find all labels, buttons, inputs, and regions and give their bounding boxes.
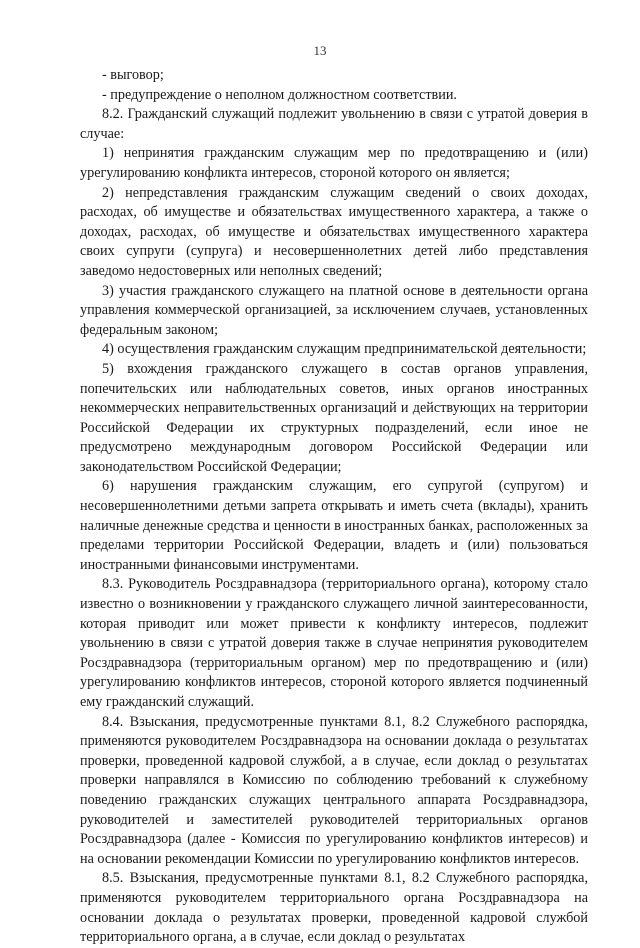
page-number: 13 bbox=[313, 43, 327, 58]
paragraph-warning: - предупреждение о неполном должностном соответствии. bbox=[102, 86, 457, 103]
paragraph-8-2-item-4: 4) осуществления гражданским служащим предпринимательской деятельности; bbox=[102, 341, 587, 358]
paragraph-8-2-item-3: 3) участия гражданского служащего на платной основе в деятельности органа управления коммерческой организацией, за исключением случаев, установленных федеральным законом; bbox=[80, 282, 588, 338]
paragraph-8-3: 8.3. Руководитель Росздравнадзора (территориального органа), которому стало известно о возникновении у гражданского служащего личной заинтересованности, которая приводит или может привести к конфликту интересов, подлежит увольнению в связи с утратой доверия также в случае непринятия руководителем Росздравнадзора (территориальным органом) мер по предотвращению и (или) урегулированию конфликтов интересов, стороной которого является подчиненный ему гражданский служащий. bbox=[80, 576, 588, 710]
paragraph-8-5: 8.5. Взыскания, предусмотренные пунктами 8.1, 8.2 Служебного распорядка, применяются руководителем территориального органа Росздравнадзора на основании доклада о результатах проверки, проведенной кадровой службой территориального органа, а в случае, если доклад о результатах bbox=[80, 870, 588, 946]
paragraph-8-2-item-5: 5) вхождения гражданского служащего в состав органов управления, попечительских или наблюдательных советов, иных органов иностранных некоммерческих неправительственных организаций и действующих на территории Российской Федерации их структурных подразделений, если иное не предусмотрено международным договором Российской Федерации или законодательством Российской Федерации; bbox=[80, 360, 588, 475]
paragraph-8-4: 8.4. Взыскания, предусмотренные пунктами 8.1, 8.2 Служебного распорядка, применяются руководителем Росздравнадзора на основании доклада о результатах проверки, проведенной кадровой службой, а в случае, если доклад о результатах проверки направлялся в Комиссию по соблюдению требований к служебному поведению гражданских служащих центрального аппарата Росздравнадзора, руководителей и заместителей руководителей территориальных органов Росздравнадзора (далее - Комиссия по урегулированию конфликтов интересов) и на основании рекомендации Комиссии по урегулированию конфликтов интересов. bbox=[80, 713, 588, 867]
paragraph-8-2-item-6: 6) нарушения гражданским служащим, его супругой (супругом) и несовершеннолетними детьми запрета открывать и иметь счета (вклады), хранить наличные денежные средства и ценности в иностранных банках, расположенных за пределами территории Российской Федерации, владеть и (или) пользоваться иностранными финансовыми инструментами. bbox=[80, 478, 588, 573]
paragraph-8-2-item-1: 1) непринятия гражданским служащим мер по предотвращению и (или) урегулированию конфликта интересов, стороной которого он является; bbox=[80, 145, 588, 181]
paragraph-reprimand: - выговор; bbox=[102, 67, 164, 83]
paragraph-8-2-item-2: 2) непредставления гражданским служащим сведений о своих доходах, расходах, об имуществе и обязательствах имущественного характера, а также о доходах, расходах, об имуществе и обязательствах имущественного характера своих супруги (супруга) и несовершеннолетних детей либо представления заведомо недостоверных или неполных сведений; bbox=[80, 184, 588, 279]
document-body bbox=[80, 66, 588, 948]
paragraph-8-2: 8.2. Гражданский служащий подлежит увольнению в связи с утратой доверия в случае: bbox=[80, 106, 588, 142]
